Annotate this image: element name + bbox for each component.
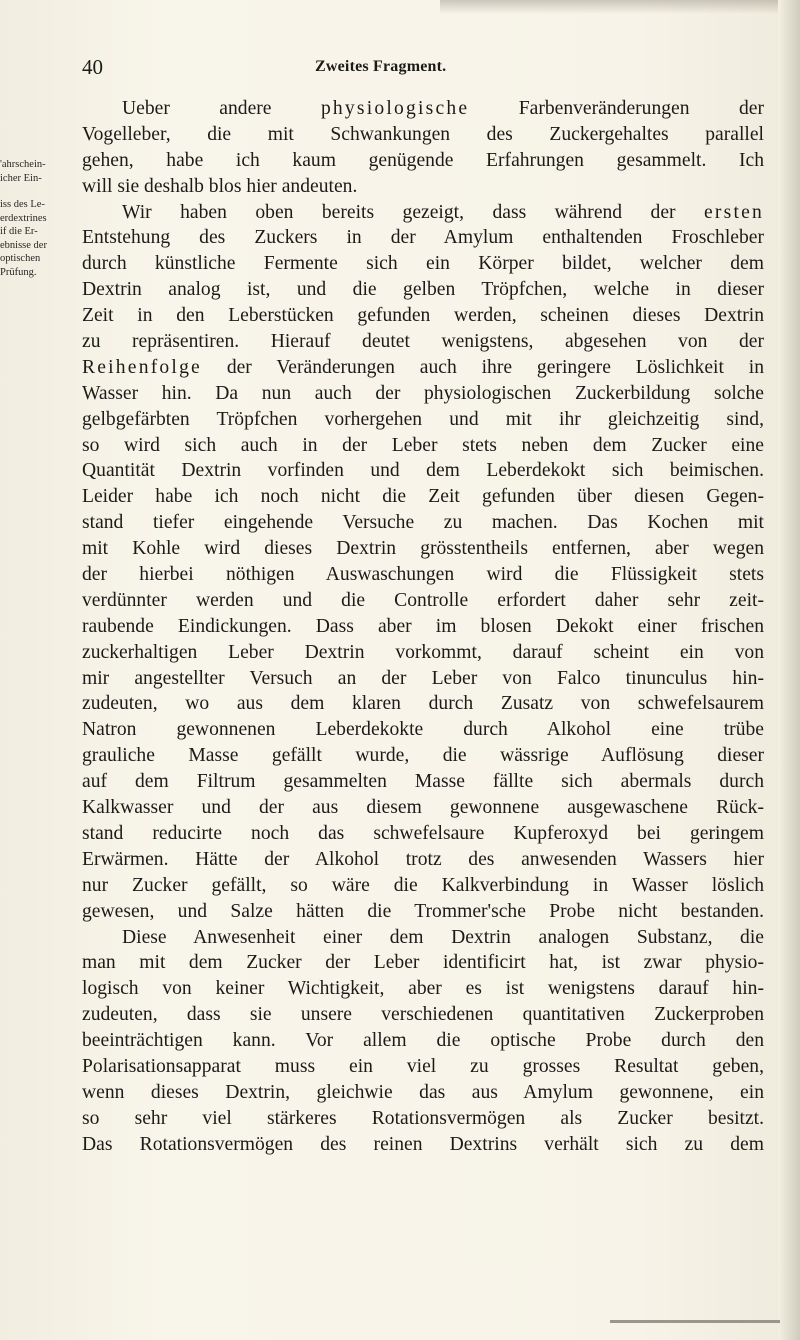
margin-note: 'ahrschein- <box>0 159 46 170</box>
text-line: mir angestellter Versuch an der Leber von Falco tinunculus hin- <box>82 667 764 689</box>
text-segment: Wir haben oben bereits gezeigt, dass während der <box>122 201 705 223</box>
text-line: Leider habe ich noch nicht die Zeit gefunden über diesen Gegen- <box>82 486 764 508</box>
text-line: Natron gewonnenen Leberdekokte durch Alkohol eine trübe <box>82 719 764 741</box>
text-line: Das Rotationsvermögen des reinen Dextrins verhält sich zu dem <box>82 1133 764 1155</box>
text-line: verdünnter werden und die Controlle erfordert daher sehr zeit- <box>82 589 764 611</box>
text-line: stand tiefer eingehende Versuche zu machen. Das Kochen mit <box>82 512 764 534</box>
spaced-emphasis: Reihenfolge <box>82 356 202 378</box>
text-segment: Farbenveränderungen der <box>469 98 764 119</box>
text-segment: Ueber andere <box>122 98 321 119</box>
margin-note: if die Er- <box>0 226 38 237</box>
text-line: gelbgefärbten Tröpfchen vorhergehen und mit ihr gleichzeitig sind, <box>82 408 764 430</box>
page-shadow <box>440 0 800 14</box>
page-rule <box>610 1320 780 1323</box>
text-line: Dextrin analog ist, und die gelben Tröpfchen, welche in dieser <box>82 279 764 301</box>
text-line: beeinträchtigen kann. Vor allem die optische Probe durch den <box>82 1030 764 1052</box>
text-line: nur Zucker gefällt, so wäre die Kalkverbindung in Wasser löslich <box>82 874 764 896</box>
margin-note: icher Ein- <box>0 172 42 184</box>
text-line: so sehr viel stärkeres Rotationsvermögen als Zucker besitzt. <box>82 1107 764 1129</box>
text-line: wenn dieses Dextrin, gleichwie das aus Amylum gewonnene, ein <box>82 1081 764 1103</box>
text-line: gehen, habe ich kaum genügende Erfahrungen gesammelt. Ich <box>82 149 764 171</box>
text-line: Polarisationsapparat muss ein viel zu grosses Resultat geben, <box>82 1055 764 1077</box>
text-line: gewesen, und Salze hätten die Trommer'sche Probe nicht bestanden. <box>82 900 764 922</box>
spaced-emphasis: physiologische <box>320 98 470 119</box>
text-line: Quantität Dextrin vorfinden und dem Leberdekokt sich beimischen. <box>82 460 764 482</box>
margin-note: optischen <box>0 253 41 264</box>
text-line <box>82 200 764 226</box>
spaced-emphasis: ersten <box>704 201 764 223</box>
text-line: grauliche Masse gefällt wurde, die wässrige Auflösung dieser <box>82 745 764 767</box>
text-line: zudeuten, wo aus dem klaren durch Zusatz von schwefelsaurem <box>82 693 764 715</box>
text-line: will sie deshalb blos hier andeuten. <box>82 175 358 197</box>
text-line: Wasser hin. Da nun auch der physiologischen Zuckerbildung solche <box>82 382 764 404</box>
text-line: logisch von keiner Wichtigkeit, aber es ist wenigstens darauf hin- <box>82 978 764 1000</box>
text-line <box>82 355 764 381</box>
text-line: Erwärmen. Hätte der Alkohol trotz des anwesenden Wassers hier <box>82 848 764 870</box>
text-line: raubende Eindickungen. Dass aber im blosen Dekokt einer frischen <box>82 615 764 637</box>
text-line: durch künstliche Fermente sich ein Körper bildet, welcher dem <box>82 253 764 275</box>
page-edge <box>778 0 800 1340</box>
margin-note: ebnisse der <box>0 239 47 251</box>
text-line: man mit dem Zucker der Leber identificirt hat, ist zwar physio- <box>82 952 764 974</box>
margin-note: erdextrines <box>0 212 47 224</box>
text-line: zuckerhaltigen Leber Dextrin vorkommt, darauf scheint ein von <box>82 641 764 663</box>
margin-note: Prüfung. <box>0 266 37 278</box>
text-line: stand reducirte noch das schwefelsaure Kupferoxyd bei geringem <box>82 822 764 844</box>
text-line: so wird sich auch in der Leber stets neben dem Zucker eine <box>82 434 764 456</box>
text-line: Entstehung des Zuckers in der Amylum enthaltenden Froschleber <box>82 227 764 249</box>
text-line: Diese Anwesenheit einer dem Dextrin analogen Substanz, die <box>122 926 764 948</box>
margin-notes <box>0 158 70 279</box>
text-line: Kalkwasser und der aus diesem gewonnene ausgewaschene Rück- <box>82 797 764 819</box>
margin-note: iss des Le- <box>0 199 45 210</box>
text-segment: der Veränderungen auch ihre geringere Löslichkeit in <box>201 356 764 378</box>
text-line <box>82 96 764 122</box>
page-number: 40 <box>82 55 103 79</box>
text-line: zudeuten, dass sie unsere verschiedenen quantitativen Zuckerproben <box>82 1004 764 1026</box>
running-head: Zweites Fragment. <box>315 58 447 75</box>
text-line: Vogelleber, die mit Schwankungen des Zuckergehaltes parallel <box>82 123 764 145</box>
page-header <box>0 54 800 80</box>
text-line: mit Kohle wird dieses Dextrin grösstentheils entfernen, aber wegen <box>82 538 764 560</box>
text-line: Zeit in den Leberstücken gefunden werden, scheinen dieses Dextrin <box>82 305 764 327</box>
text-line: auf dem Filtrum gesammelten Masse fällte sich abermals durch <box>82 771 764 793</box>
text-line: zu repräsentiren. Hierauf deutet wenigstens, abgesehen von der <box>82 331 764 353</box>
text-line: der hierbei nöthigen Auswaschungen wird die Flüssigkeit stets <box>82 564 764 586</box>
body-text <box>82 96 764 1158</box>
